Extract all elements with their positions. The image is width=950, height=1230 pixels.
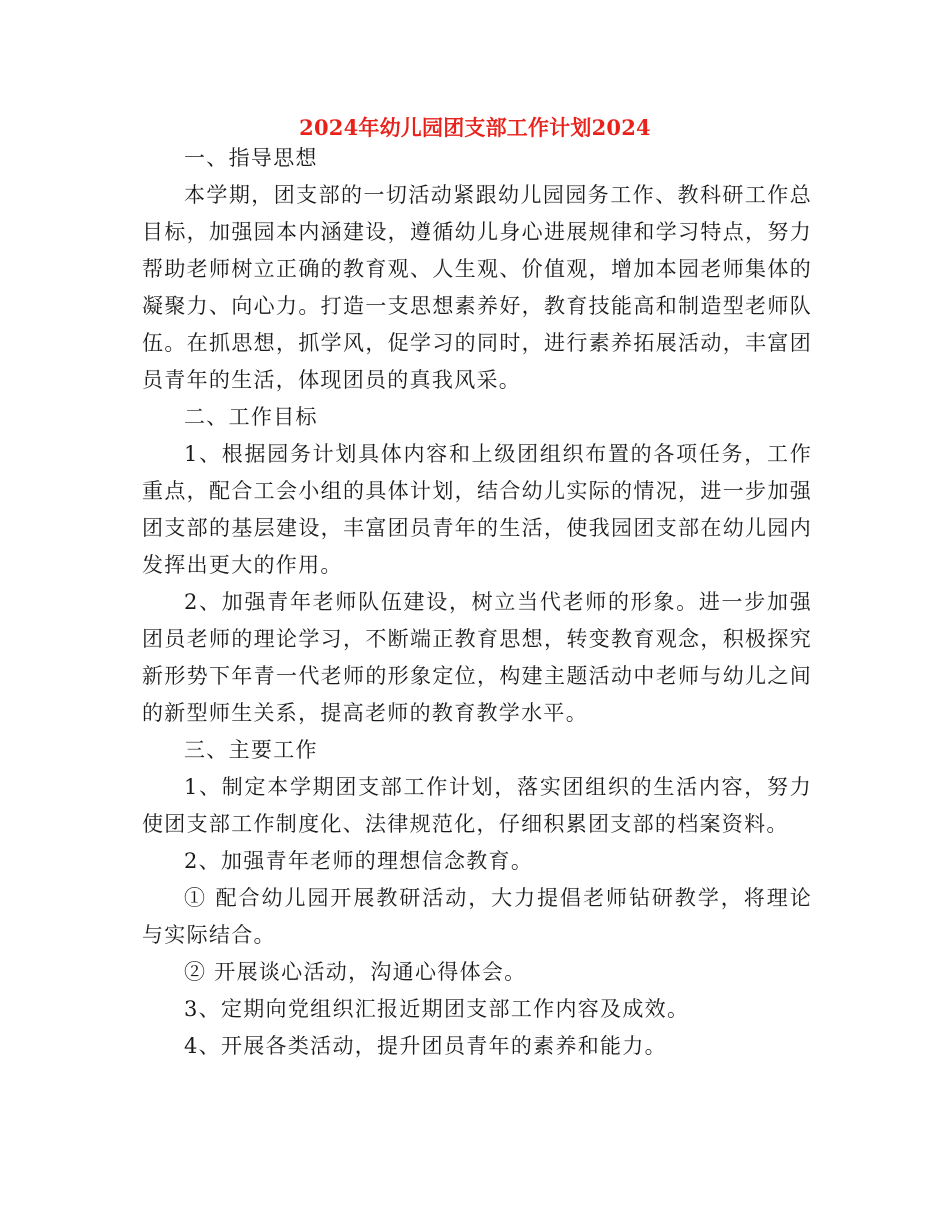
paragraph-goal-2: 2、加强青年老师队伍建设，树立当代老师的形象。进一步加强团员老师的理论学习，不断端正教育思想，转变教育观念，积极探究新形势下年青一代老师的形象定位，构建主题活动中老师与幼儿之间的新型师生关系，提高老师的教育教学水平。 <box>142 590 812 725</box>
section-heading-main-work: 三、主要工作 <box>184 738 318 762</box>
paragraph-goal-1: 1、根据园务计划具体内容和上级团组织布置的各项任务，工作重点，配合工会小组的具体计划，结合幼儿实际的情况，进一步加强团支部的基层建设，丰富团员青年的生活，使我园团支部在幼儿园内发挥出更大的作用。 <box>142 442 812 577</box>
paragraph-work-2: 2、加强青年老师的理想信念教育。 <box>184 849 534 873</box>
paragraph-work-4: 4、开展各类活动，提升团员青年的素养和能力。 <box>184 1034 667 1058</box>
paragraph-work-1: 1、制定本学期团支部工作计划，落实团组织的生活内容，努力使团支部工作制度化、法律规范化，仔细积累团支部的档案资料。 <box>142 775 812 836</box>
document-body <box>142 140 812 1065</box>
paragraph-work-2-sub-1: ① 配合幼儿园开展教研活动，大力提倡老师钻研教学，将理论与实际结合。 <box>142 886 812 947</box>
paragraph-work-3: 3、定期向党组织汇报近期团支部工作内容及成效。 <box>184 997 690 1021</box>
paragraph-work-2-sub-2: ② 开展谈心活动，沟通心得体会。 <box>184 960 527 984</box>
document-title: 2024年幼儿园团支部工作计划2024 <box>299 115 651 140</box>
paragraph-guiding-ideology: 本学期，团支部的一切活动紧跟幼儿园园务工作、教科研工作总目标，加强园本内涵建设，遵循幼儿身心进展规律和学习特点，努力帮助老师树立正确的教育观、人生观、价值观，增加本园老师集体的凝聚力、向心力。打造一支思想素养好，教育技能高和制造型老师队伍。在抓思想，抓学风，促学习的同时，进行素养拓展活动，丰富团员青年的生活，体现团员的真我风采。 <box>142 183 812 392</box>
section-heading-guiding-ideology: 一、指导思想 <box>184 146 318 170</box>
section-heading-work-goals: 二、工作目标 <box>184 405 318 429</box>
